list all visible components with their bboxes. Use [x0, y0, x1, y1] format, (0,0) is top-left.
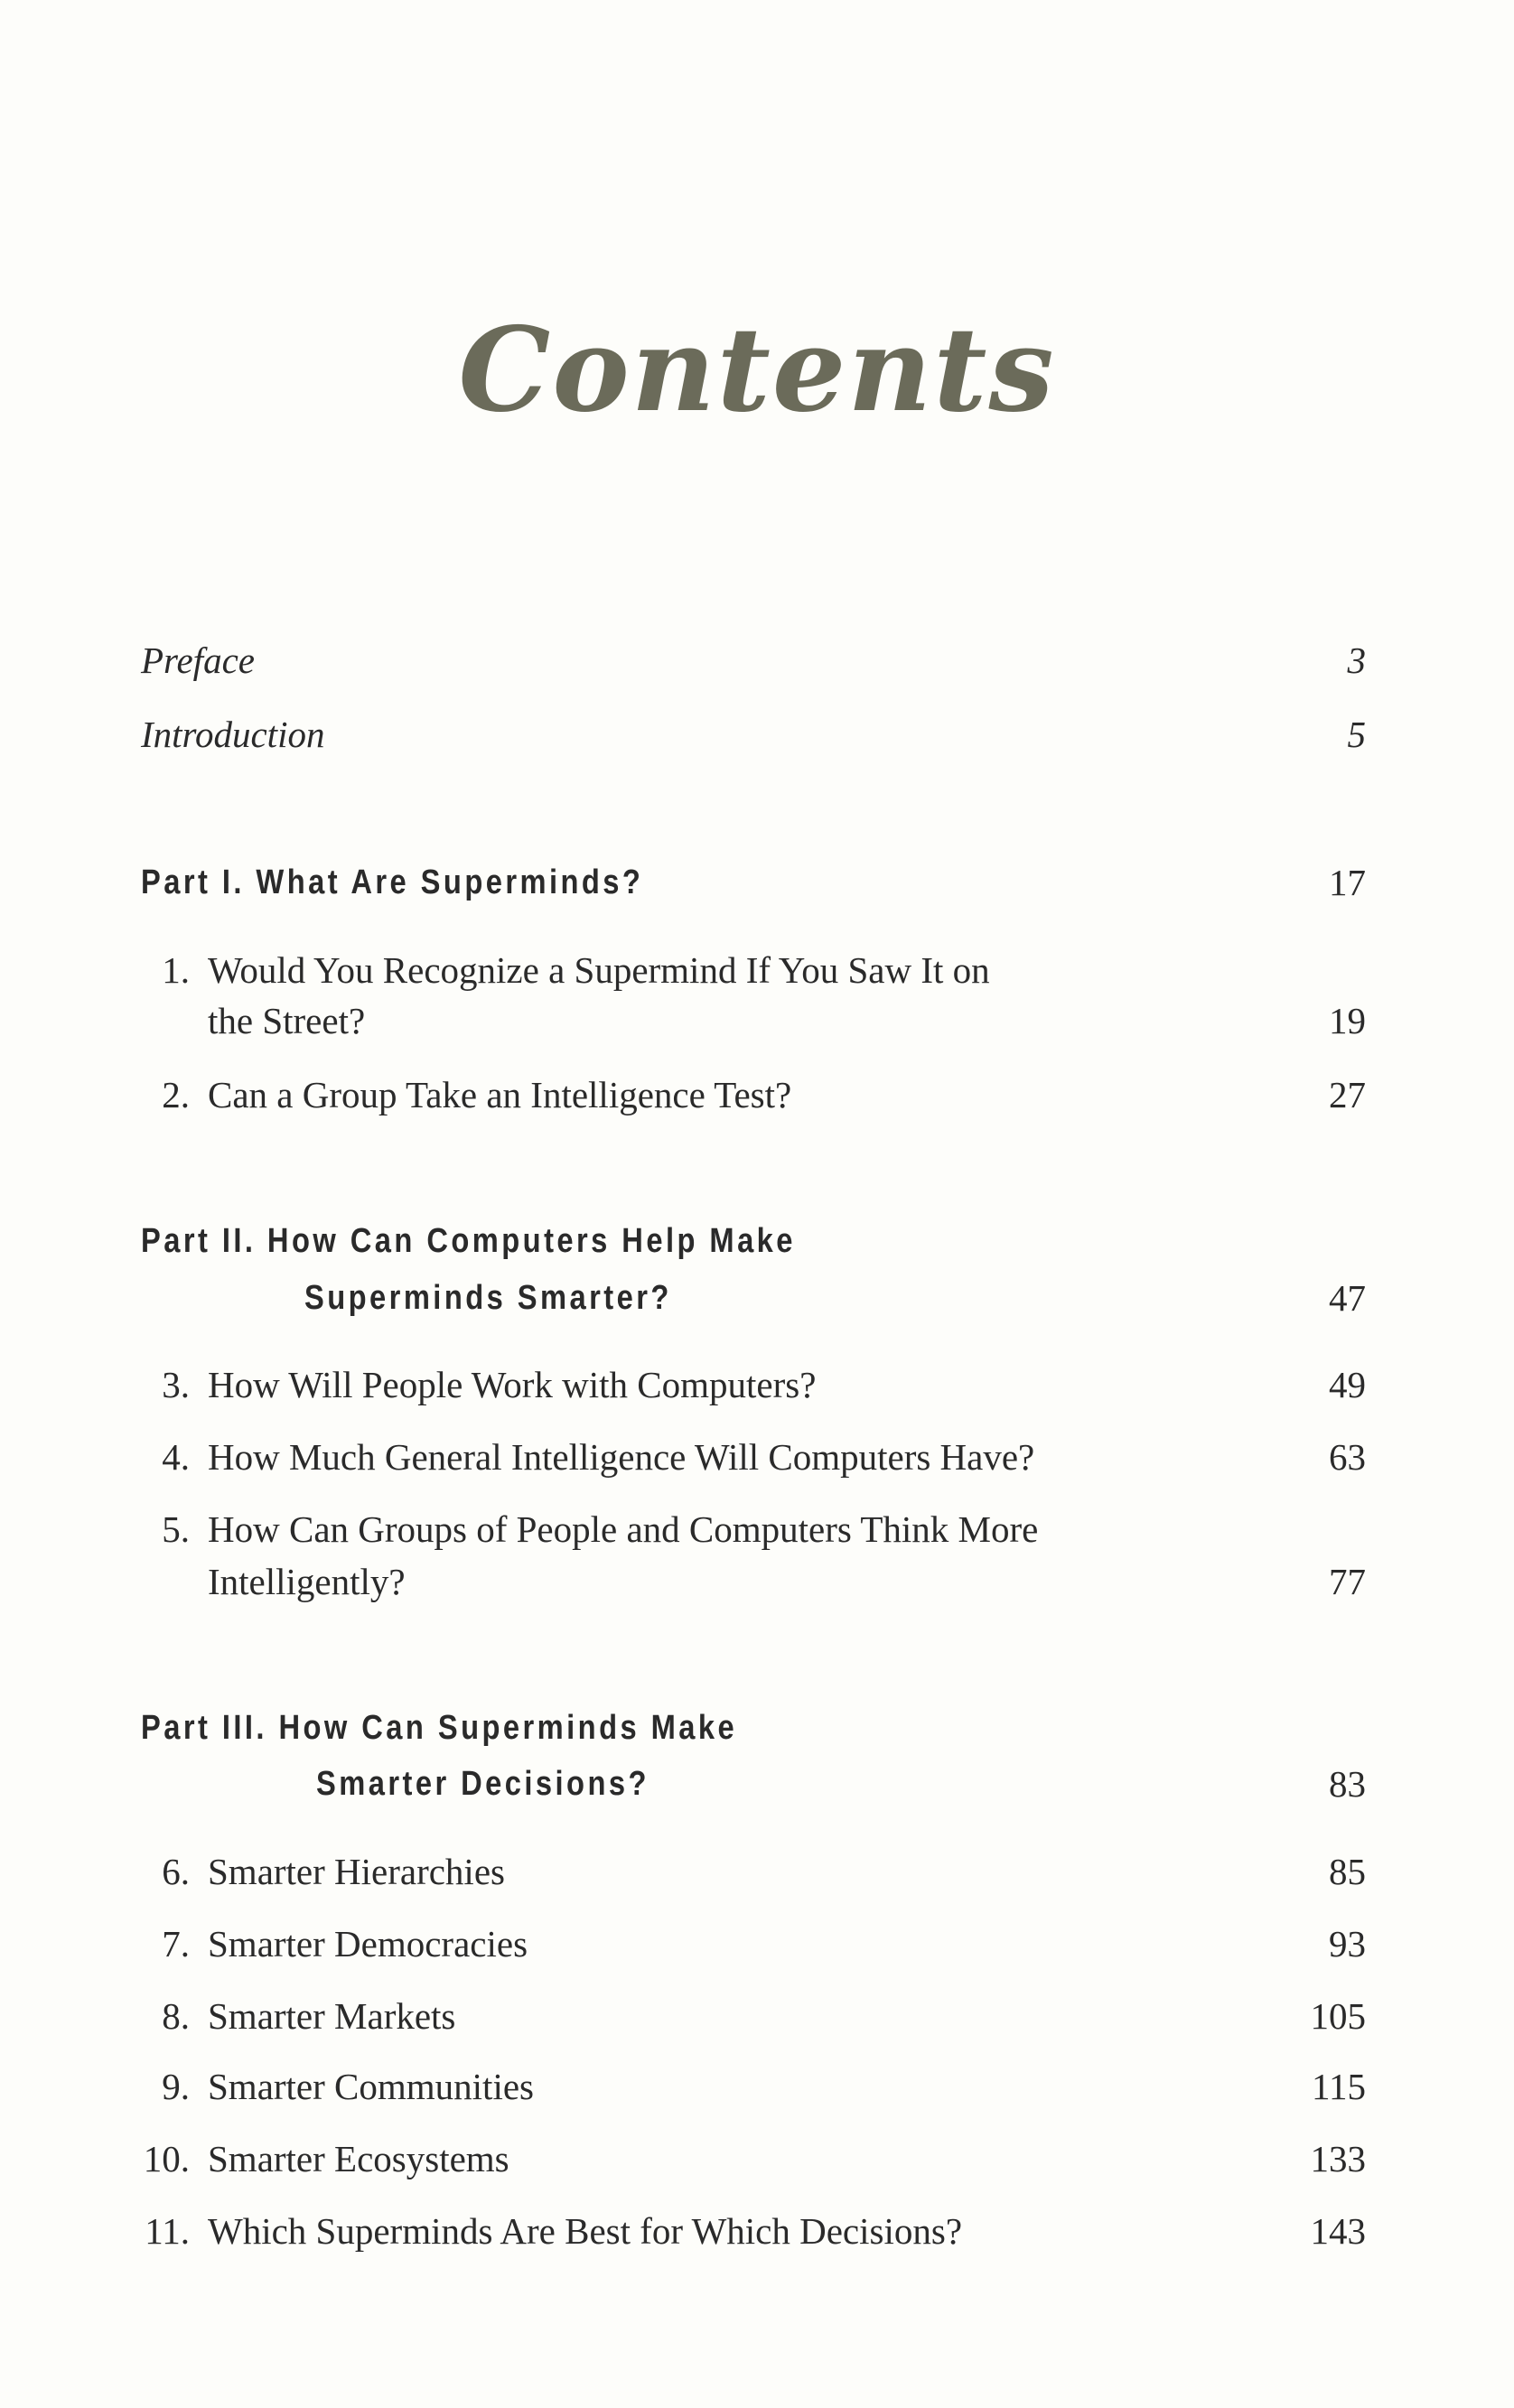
page-number: 143 [1310, 2210, 1366, 2252]
chapter-title: Can a Group Take an Intelligence Test? [208, 1074, 792, 1115]
toc-chapter-1-cont[interactable] [136, 994, 1366, 1048]
toc-part-2-cont[interactable] [136, 1271, 1366, 1325]
page-number: 17 [1329, 862, 1366, 903]
chapter-number: 4. [162, 1436, 190, 1478]
chapter-title: Would You Recognize a Supermind If You Saw It on [208, 949, 990, 991]
page-number: 105 [1310, 1995, 1366, 2037]
chapter-title: How Can Groups of People and Computers Think More [208, 1508, 1039, 1550]
toc-chapter-11[interactable] [136, 2204, 1366, 2258]
chapter-number: 2. [162, 1074, 190, 1115]
page-number: 115 [1312, 2066, 1366, 2107]
toc-chapter-1[interactable] [136, 943, 1366, 997]
chapter-number: 3. [162, 1364, 190, 1405]
page-number: 5 [1347, 714, 1366, 755]
page-number: 19 [1329, 1000, 1366, 1041]
page-number: 3 [1347, 639, 1366, 681]
chapter-title-cont: Intelligently? [208, 1561, 406, 1602]
part-heading-cont: Superminds Smarter? [304, 1279, 672, 1317]
page-number: 27 [1329, 1074, 1366, 1115]
entry-label: Preface [141, 639, 255, 681]
chapter-title: Smarter Communities [208, 2066, 534, 2107]
chapter-number: 6. [162, 1851, 190, 1892]
toc-part-3-cont[interactable] [136, 1757, 1366, 1811]
toc-entry-preface[interactable] [136, 633, 1366, 687]
chapter-number: 8. [162, 1995, 190, 2037]
toc-entry-introduction[interactable] [136, 707, 1366, 761]
page-number: 77 [1329, 1561, 1366, 1602]
chapter-title: Smarter Hierarchies [208, 1851, 505, 1892]
page-number: 47 [1329, 1277, 1366, 1319]
chapter-title-cont: the Street? [208, 1000, 366, 1041]
part-heading: Part II. How Can Computers Help Make [141, 1222, 796, 1260]
toc-chapter-2[interactable] [136, 1068, 1366, 1122]
entry-label: Introduction [141, 714, 325, 755]
chapter-number: 1. [162, 949, 190, 991]
page-number: 133 [1310, 2138, 1366, 2179]
toc-part-3[interactable] [136, 1701, 1366, 1755]
chapter-title: How Much General Intelligence Will Computers Have? [208, 1436, 1035, 1478]
toc-part-2[interactable] [136, 1214, 1366, 1268]
toc-chapter-8[interactable] [136, 1989, 1366, 2043]
chapter-title: Smarter Democracies [208, 1923, 528, 1965]
chapter-number: 7. [162, 1923, 190, 1965]
toc-part-1[interactable] [136, 855, 1366, 910]
toc-chapter-5-cont[interactable] [136, 1554, 1366, 1609]
part-heading-cont: Smarter Decisions? [316, 1765, 650, 1803]
chapter-title: Smarter Ecosystems [208, 2138, 509, 2179]
chapter-title: Smarter Markets [208, 1995, 456, 2037]
chapter-number: 10. [143, 2138, 190, 2179]
part-heading: Part III. How Can Superminds Make [141, 1709, 738, 1747]
toc-chapter-7[interactable] [136, 1917, 1366, 1971]
chapter-number: 5. [162, 1508, 190, 1550]
toc-chapter-6[interactable] [136, 1844, 1366, 1899]
page-number: 49 [1329, 1364, 1366, 1405]
toc-chapter-5[interactable] [136, 1502, 1366, 1556]
toc-chapter-10[interactable] [136, 2132, 1366, 2186]
chapter-title: Which Superminds Are Best for Which Decisions? [208, 2210, 963, 2252]
toc-chapter-4[interactable] [136, 1430, 1366, 1484]
chapter-number: 11. [145, 2210, 190, 2252]
chapter-number: 9. [162, 2066, 190, 2107]
toc-chapter-3[interactable] [136, 1358, 1366, 1412]
page-number: 93 [1329, 1923, 1366, 1965]
page-number: 83 [1329, 1763, 1366, 1805]
page-number: 85 [1329, 1851, 1366, 1892]
page-number: 63 [1329, 1436, 1366, 1478]
page-title: Contents [458, 303, 1056, 438]
part-heading: Part I. What Are Superminds? [141, 863, 644, 901]
toc-chapter-9[interactable] [136, 2059, 1366, 2114]
chapter-title: How Will People Work with Computers? [208, 1364, 817, 1405]
